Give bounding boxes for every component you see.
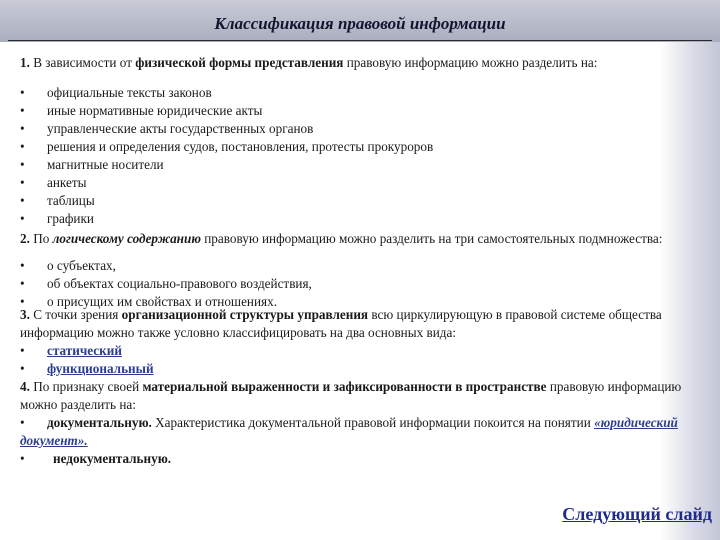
list-item: • об объектах социально-правового воздействия, [20,276,312,291]
section4-lead-post: правовую информацию можно разделить на: [20,379,682,412]
section4-lead-pre: По признаку своей [29,379,143,394]
section4-lead-bold: материальной выраженности и зафиксированности в пространстве [142,379,547,394]
section1-lead-pre: В зависимости от [29,55,136,70]
bullet-icon: • [20,294,25,309]
slide-content [20,54,690,468]
list-item: • таблицы [20,193,95,208]
link-functional[interactable]: функциональный [47,361,154,376]
section3-lead-post: всю циркулирующую в правовой системе общества информацию можно также условно классифицировать на два основных вида: [20,307,662,340]
bullet-icon: • [20,361,25,376]
section4-lead [20,378,690,414]
bullet-icon: • [20,103,25,118]
section4-number: 4. [20,379,30,394]
section1-lead-post: правовую информацию можно разделить на: [343,55,598,70]
slide-title: Классификация правовой информации [214,14,506,33]
section3-lead-bold: организационной структуры управления [121,307,369,322]
section4-item1-bold: документальную. [47,415,152,430]
section2-lead-pre: По [29,231,53,246]
title-bar [0,0,720,42]
section4-item1-text: Характеристика документальной правовой информации покоится на понятии [151,415,595,430]
bullet-icon: • [20,121,25,136]
section3-lead [20,306,690,342]
bullet-icon: • [20,193,25,208]
bullet-icon: • [20,258,25,273]
link-static[interactable]: статический [47,343,122,358]
list-item: • о субъектах, [20,258,116,273]
bullet-icon: • [20,157,25,172]
list-item: • официальные тексты законов [20,85,212,100]
section4-item1 [20,414,690,450]
section3-lead-pre: С точки зрения [29,307,122,322]
bullet-icon: • [20,343,25,358]
section1-lead-bold: физической формы представления [135,55,344,70]
bullet-icon: • [20,139,25,154]
bullet-icon: • [20,415,25,430]
section1-number: 1. [20,55,30,70]
bullet-icon: • [20,451,25,466]
section2-lead-post: правовую информацию можно разделить на три самостоятельных подмножества: [200,231,663,246]
bullet-icon: • [20,211,25,226]
section1-list [20,84,690,228]
list-item: • решения и определения судов, постановления, протесты прокуроров [20,139,434,154]
list-item: • графики [20,211,94,226]
list-item: • о присущих им свойствах и отношениях. [20,294,277,309]
next-slide-link[interactable]: Следующий слайд [562,504,712,524]
title-divider [8,40,712,41]
section2-list [20,257,690,309]
list-item: • управленческие акты государственных органов [20,121,314,136]
bullet-icon: • [20,85,25,100]
section3-number: 3. [20,307,30,322]
section2-number: 2. [20,231,30,246]
section4-item2-bold: недокументальную. [53,451,172,466]
list-item: • магнитные носители [20,157,164,172]
list-item [20,342,690,360]
bullet-icon: • [20,175,25,190]
list-item [20,360,690,378]
legal-document-link[interactable]: «юридический документ». [20,415,678,448]
section2-lead [20,230,690,248]
list-item: • анкеты [20,175,87,190]
section2-lead-bold: логическому содержанию [52,231,201,246]
list-item: • иные нормативные юридические акты [20,103,263,118]
bullet-icon: • [20,276,25,291]
section1-lead [20,54,690,72]
section4-item2 [20,450,690,468]
section3-list [20,342,690,378]
